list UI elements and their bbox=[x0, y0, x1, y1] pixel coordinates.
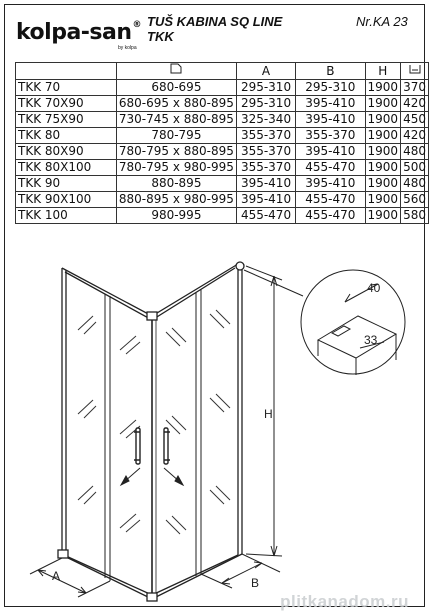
cell-dim: 980-995 bbox=[116, 208, 236, 224]
cell-b: 455-470 bbox=[296, 192, 365, 208]
cell-b: 355-370 bbox=[296, 128, 365, 144]
cell-dim: 730-745 x 880-895 bbox=[116, 112, 236, 128]
cell-d: 370 bbox=[401, 80, 429, 96]
cell-h: 1900 bbox=[365, 96, 401, 112]
cell-d: 420 bbox=[401, 96, 429, 112]
a-dimension bbox=[30, 558, 110, 597]
cell-d: 420 bbox=[401, 128, 429, 144]
depth-icon bbox=[407, 63, 423, 75]
cell-a: 455-470 bbox=[236, 208, 295, 224]
cell-a: 295-310 bbox=[236, 96, 295, 112]
header-h: H bbox=[365, 63, 401, 80]
b-dimension bbox=[201, 554, 280, 588]
cell-dim: 680-695 x 880-895 bbox=[116, 96, 236, 112]
table-row bbox=[16, 144, 429, 160]
cell-dim: 780-795 bbox=[116, 128, 236, 144]
cell-h: 1900 bbox=[365, 144, 401, 160]
dimensions-table bbox=[15, 62, 429, 224]
cell-model: TKK 100 bbox=[16, 208, 117, 224]
header-a: A bbox=[236, 63, 295, 80]
header-b: B bbox=[296, 63, 365, 80]
cell-d: 480 bbox=[401, 176, 429, 192]
cell-a: 325-340 bbox=[236, 112, 295, 128]
cell-model: TKK 70 bbox=[16, 80, 117, 96]
table-row bbox=[16, 176, 429, 192]
header-model bbox=[16, 63, 117, 80]
detail-width-40: 40 bbox=[367, 281, 381, 295]
label-h: H bbox=[264, 407, 273, 421]
product-title-line2: TKK bbox=[147, 29, 174, 44]
cell-model: TKK 80X90 bbox=[16, 144, 117, 160]
cell-dim: 880-895 bbox=[116, 176, 236, 192]
table-row bbox=[16, 208, 429, 224]
product-title bbox=[147, 14, 282, 44]
cell-d: 450 bbox=[401, 112, 429, 128]
table-row bbox=[16, 128, 429, 144]
cell-h: 1900 bbox=[365, 128, 401, 144]
cell-model: TKK 75X90 bbox=[16, 112, 117, 128]
cell-a: 355-370 bbox=[236, 128, 295, 144]
cell-h: 1900 bbox=[365, 176, 401, 192]
cell-b: 455-470 bbox=[296, 160, 365, 176]
cell-h: 1900 bbox=[365, 112, 401, 128]
cell-h: 1900 bbox=[365, 208, 401, 224]
profile-detail bbox=[244, 270, 405, 375]
cell-a: 395-410 bbox=[236, 192, 295, 208]
cell-dim: 780-795 x 880-895 bbox=[116, 144, 236, 160]
cell-b: 295-310 bbox=[296, 80, 365, 96]
cell-a: 395-410 bbox=[236, 176, 295, 192]
label-a: A bbox=[52, 569, 61, 583]
cell-model: TKK 80X100 bbox=[16, 160, 117, 176]
cell-a: 295-310 bbox=[236, 80, 295, 96]
header-depth bbox=[401, 63, 429, 80]
product-title-line1: TUŠ KABINA SQ LINE bbox=[147, 14, 283, 29]
watermark: plitkanadom.ru bbox=[280, 592, 409, 611]
registered-mark: ® bbox=[132, 20, 142, 30]
table-row bbox=[16, 112, 429, 128]
cell-d: 480 bbox=[401, 144, 429, 160]
detail-width-33: 33 bbox=[364, 333, 378, 347]
cell-dim: 780-795 x 980-995 bbox=[116, 160, 236, 176]
cell-b: 395-410 bbox=[296, 112, 365, 128]
cabin-drawing bbox=[0, 250, 429, 613]
cell-h: 1900 bbox=[365, 160, 401, 176]
catalog-number: Nr.KA 23 bbox=[356, 14, 408, 29]
brand-subtitle: by kolpa bbox=[118, 45, 137, 51]
cabin-frame bbox=[58, 262, 244, 601]
cell-b: 455-470 bbox=[296, 208, 365, 224]
cell-d: 560 bbox=[401, 192, 429, 208]
cell-b: 395-410 bbox=[296, 176, 365, 192]
table-row bbox=[16, 80, 429, 96]
cell-h: 1900 bbox=[365, 192, 401, 208]
tray-icon bbox=[169, 63, 183, 75]
brand-logo bbox=[16, 20, 141, 45]
table-header-row bbox=[16, 63, 429, 80]
cell-d: 580 bbox=[401, 208, 429, 224]
cell-b: 395-410 bbox=[296, 96, 365, 112]
cell-dim: 680-695 bbox=[116, 80, 236, 96]
glass-reflections bbox=[78, 310, 230, 534]
cell-h: 1900 bbox=[365, 80, 401, 96]
header-tray bbox=[116, 63, 236, 80]
table-row bbox=[16, 192, 429, 208]
cell-a: 355-370 bbox=[236, 160, 295, 176]
cell-b: 395-410 bbox=[296, 144, 365, 160]
cell-d: 500 bbox=[401, 160, 429, 176]
cell-model: TKK 80 bbox=[16, 128, 117, 144]
cell-model: TKK 90X100 bbox=[16, 192, 117, 208]
cell-model: TKK 90 bbox=[16, 176, 117, 192]
cell-dim: 880-895 x 980-995 bbox=[116, 192, 236, 208]
cell-a: 355-370 bbox=[236, 144, 295, 160]
cell-model: TKK 70X90 bbox=[16, 96, 117, 112]
label-b: B bbox=[251, 576, 260, 590]
table-row bbox=[16, 96, 429, 112]
brand-name: kolpa-san bbox=[16, 20, 132, 45]
table-row bbox=[16, 160, 429, 176]
